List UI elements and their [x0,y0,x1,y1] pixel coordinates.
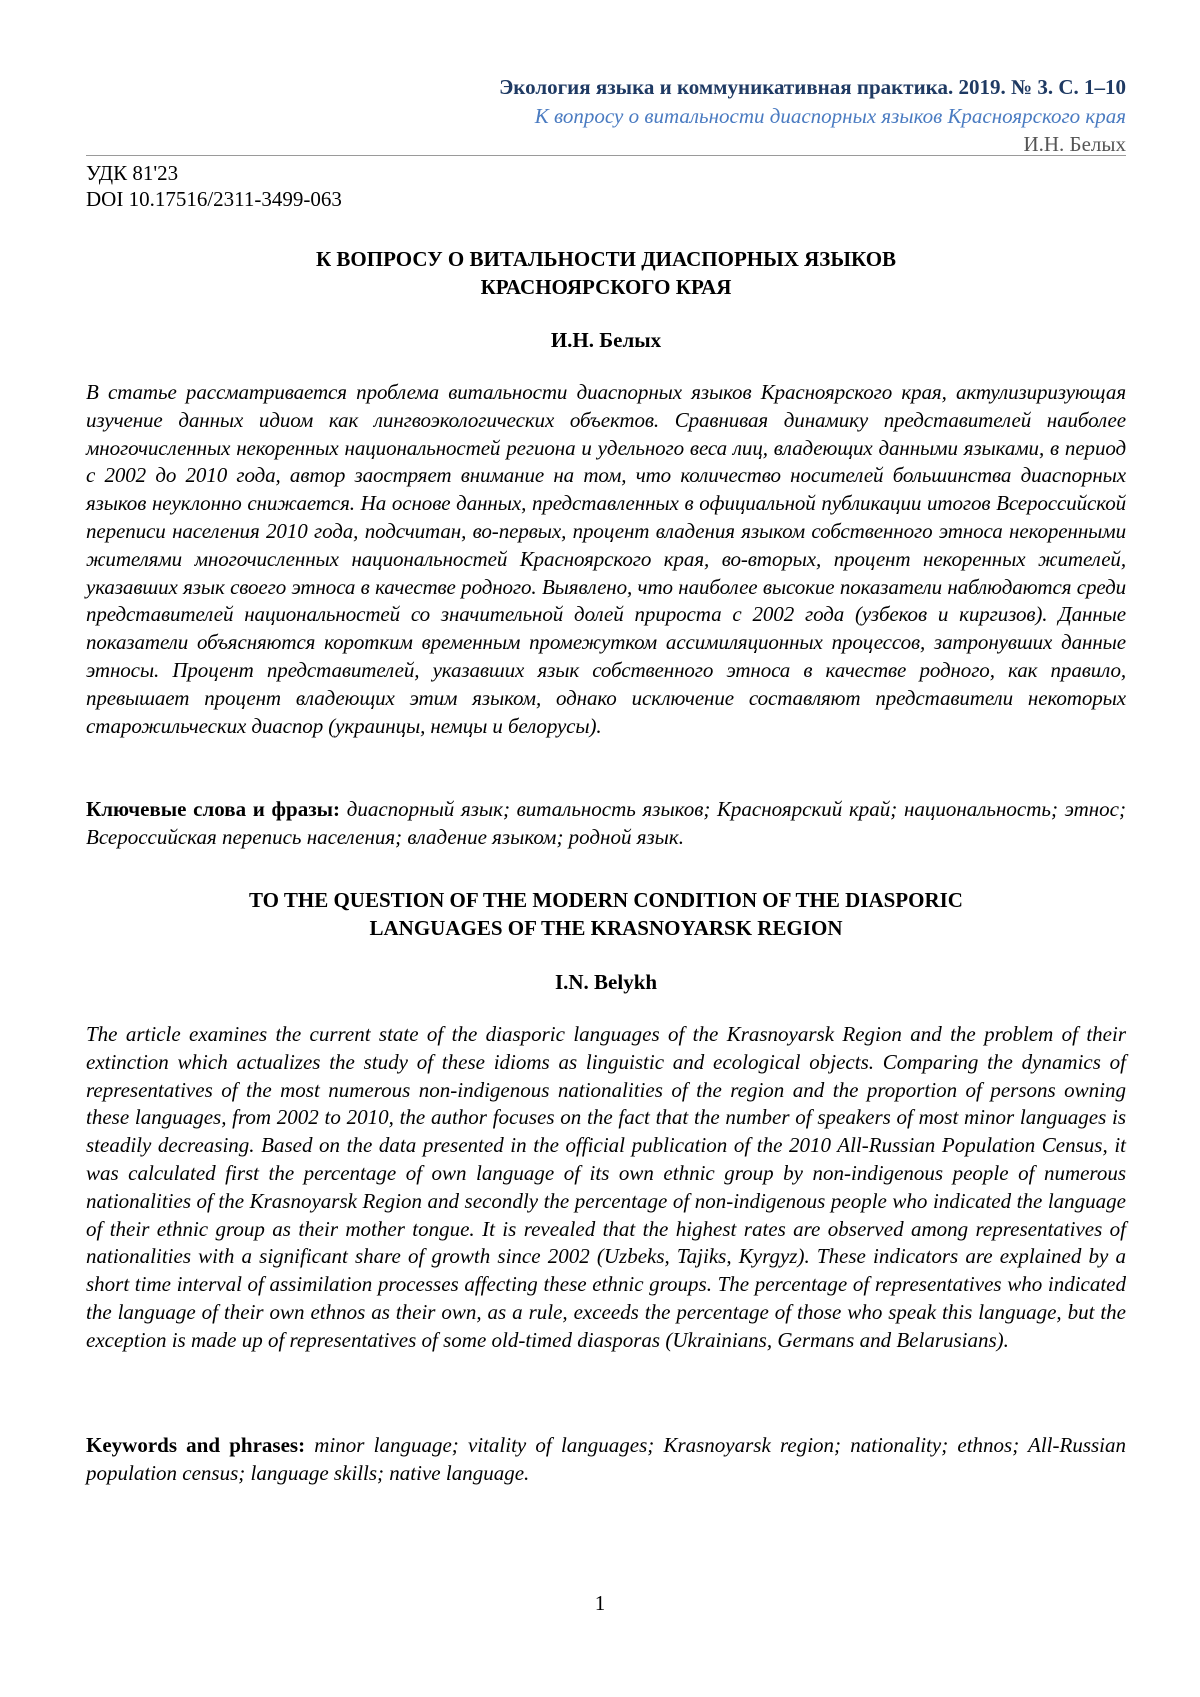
keywords-en [86,1432,1126,1488]
article-meta [86,160,342,212]
keywords-label-en: Keywords and phrases: [86,1433,306,1457]
article-title-en [86,886,1126,942]
author-ru: И.Н. Белых [550,328,662,352]
keywords-list-en: minor language; vitality of languages; Krasnoyarsk region; nationality; ethnos; All-Russian population census; language skills; native language. [86,1433,1126,1485]
title-en-line-1: TO THE QUESTION OF THE MODERN CONDITION OF THE DIASPORIC [249,888,963,912]
running-head [126,72,1126,158]
udc-code: УДК 81'23 [86,161,179,185]
title-en-line-2: LANGUAGES OF THE KRASNOYARSK REGION [369,916,843,940]
header-divider [86,155,1126,156]
article-title-ru [86,245,1126,301]
title-ru-line-2: КРАСНОЯРСКОГО КРАЯ [480,275,732,299]
abstract-en: The article examines the current state of the diasporic languages of the Krasnoyarsk Region and the problem of their extinction which actualizes the study of these idioms as linguistic and ecological objects. Comparing the dynamics of representatives of the most numerous non-indigenous nationalities of the region and the proportion of persons owning these languages, from 2002 to 2010, the author focuses on the fact that the number of speakers of most minor languages is steadily decreasing. Based on the data presented in the official publication of the 2010 All-Russian Population Census, it was calculated first the percentage of own language of its own ethnic group by non-indigenous people of numerous nationalities of the Krasnoyarsk Region and secondly the percentage of non-indigenous people who indicated the language of their ethnic group as their mother tongue. It is revealed that the highest rates are observed among representatives of nationalities with a significant share of growth since 2002 (Uzbeks, Tajiks, Kyrgyz). These indicators are explained by a short time interval of assimilation processes affecting these ethnic groups. The percentage of representatives who indicated the language of their own ethnos as their own, as a rule, exceeds the percentage of those who speak this language, but the exception is made up of representatives of some old-timed diasporas (Ukrainians, Germans and Belarusians). [86,1022,1126,1352]
title-ru-line-1: К ВОПРОСУ О ВИТАЛЬНОСТИ ДИАСПОРНЫХ ЯЗЫКОВ [315,247,897,271]
running-article-title: К вопросу о витальности диаспорных языков Красноярского края [534,104,1126,128]
keywords-ru [86,796,1126,852]
abstract-ru: В статье рассматривается проблема витальности диаспорных языков Красноярского края, актулизиризующая изучение данных идиом как лингвоэкологических объектов. Сравнивая динамику представителей наиболее многочисленных некоренных национальностей региона и удельного веса лиц, владеющих данными языками, в период с 2002 до 2010 года, автор заостряет внимание на том, что количество носителей большинства диаспорных языков неуклонно снижается. На основе данных, представленных в официальной публикации итогов Всероссийской переписи населения 2010 года, подсчитан, во-первых, процент владения языком собственного этноса некоренными жителями многочисленных национальностей Красноярского края, во-вторых, процент некоренных жителей, указавших язык своего этноса в качестве родного. Выявлено, что наиболее высокие показатели наблюдаются среди представителей национальностей со значительной долей прироста с 2002 года (узбеков и киргизов). Данные показатели объясняются коротким временным промежутком ассимиляционных процессов, затронувших данные этносы. Процент представителей, указавших язык собственного этноса в качестве родного, как правило, превышает процент владеющих этим языком, однако исключение составляют представители некоторых старожильческих диаспор (украинцы, немцы и белорусы). [86,380,1126,738]
keywords-label-ru: Ключевые слова и фразы: [86,797,341,821]
author-en: I.N. Belykh [554,970,658,994]
keywords-list-ru: диаспорный язык; витальность языков; Красноярский край; национальность; этнос; Всероссийская перепись населения; владение языком; родной язык. [86,797,1126,849]
doi: DOI 10.17516/2311-3499-063 [86,187,342,211]
journal-citation: Экология языка и коммуникативная практика. 2019. № 3. С. 1–10 [499,75,1126,99]
page-number: 1 [594,1591,606,1615]
running-author: И.Н. Белых [1023,132,1126,156]
